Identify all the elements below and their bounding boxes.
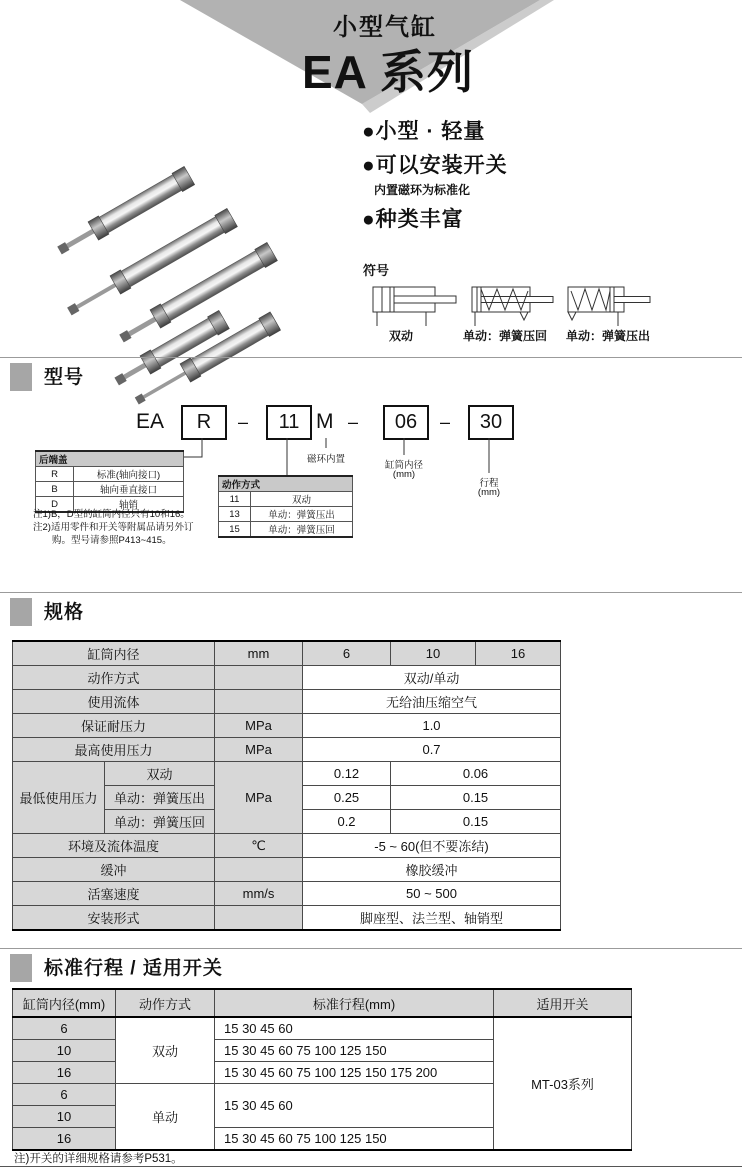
symbol-double-acting (373, 287, 456, 326)
spec-minp-double-label: 双动 (105, 762, 215, 786)
spec-proof-value: 1.0 (303, 714, 561, 738)
action-desc: 单动：弹簧压出 (251, 507, 353, 522)
spec-minp-unit: MPa (215, 762, 303, 834)
action-code: 13 (219, 507, 251, 522)
model-rear-cap-box: R (181, 405, 227, 440)
spec-bore-6: 6 (303, 641, 391, 666)
action-code: 11 (219, 492, 251, 507)
spec-minp-double-v6: 0.12 (303, 762, 391, 786)
table-row (219, 522, 353, 538)
table-row (13, 666, 561, 690)
series-title: EA 系列 (302, 46, 474, 98)
col-header-action: 动作方式 (116, 989, 215, 1017)
model-note-1: 注1)B，D型的缸筒内径只有10和16。 (33, 509, 190, 520)
spec-temp-value: -5 ~ 60(但不要冻结) (303, 834, 561, 858)
spec-cushion-unit (215, 858, 303, 882)
bore-cell: 10 (13, 1040, 116, 1062)
section-marker (10, 954, 32, 982)
model-prefix: EA (136, 410, 165, 433)
spec-fluid-label: 使用流体 (13, 690, 215, 714)
rear-cap-table (35, 450, 184, 513)
spec-minp-singleout-v6: 0.25 (303, 786, 391, 810)
model-note-2: 注2)适用零件和开关等附属品请另外订 (33, 522, 194, 533)
rear-cap-table-title: 后端盖 (36, 451, 184, 467)
model-stroke-box: 30 (468, 405, 514, 440)
rear-cap-code: R (36, 467, 74, 482)
action-mode-table (218, 475, 353, 538)
rear-cap-desc: 轴销 (74, 497, 184, 513)
stroke-cell: 15 30 45 60 75 100 125 150 (215, 1128, 494, 1151)
spec-temp-label: 环境及流体温度 (13, 834, 215, 858)
action-desc: 单动：弹簧压回 (251, 522, 353, 538)
symbol-single-spring-return (472, 287, 553, 326)
symbol-label-spring-return: 单动：弹簧压回 (462, 329, 547, 343)
table-row (13, 762, 561, 786)
series-category: 小型气缸 (333, 14, 437, 41)
spec-mounting-unit (215, 906, 303, 931)
spec-fluid-unit (215, 690, 303, 714)
stroke-cell: 15 30 45 60 75 100 125 150 (215, 1040, 494, 1062)
table-row (13, 641, 561, 666)
spec-maxp-label: 最高使用压力 (13, 738, 215, 762)
rear-cap-code: B (36, 482, 74, 497)
action-desc: 双动 (251, 492, 353, 507)
model-bore-box: 06 (383, 405, 429, 440)
spec-temp-unit: ℃ (215, 834, 303, 858)
spec-proof-unit: MPa (215, 714, 303, 738)
symbol-label-double: 双动 (388, 329, 413, 343)
model-section-title: 型号 (44, 367, 85, 388)
feature-switch-mountable: ●可以安装开关 (362, 154, 508, 177)
col-header-stroke: 标准行程(mm) (215, 989, 494, 1017)
spec-minp-singleout-v10-16: 0.15 (391, 786, 561, 810)
feature-compact-light: ●小型 · 轻量 (362, 120, 486, 143)
pneumatic-symbols-diagram (368, 283, 668, 331)
spec-minp-singleout-label: 单动：弹簧压出 (105, 786, 215, 810)
symbols-heading: 符号 (363, 263, 390, 278)
spec-action-value: 双动/单动 (303, 666, 561, 690)
callout-bore-unit: (mm) (392, 469, 416, 480)
table-row (13, 858, 561, 882)
table-row (13, 1017, 632, 1040)
spec-table (12, 640, 561, 931)
callout-bore: 缸筒内径 (384, 460, 423, 471)
model-action-box: 11 (266, 405, 312, 440)
callout-stroke: 行程 (479, 478, 499, 489)
callout-stroke-unit: (mm) (477, 487, 501, 498)
symbol-label-spring-extend: 单动：弹簧压出 (565, 329, 650, 343)
table-row (219, 507, 353, 522)
model-dash-2: – (348, 412, 359, 432)
rear-cap-desc: 轴向垂直接口 (74, 482, 184, 497)
spec-fluid-value: 无给油压缩空气 (303, 690, 561, 714)
spec-maxp-value: 0.7 (303, 738, 561, 762)
spec-mounting-value: 脚座型、法兰型、轴销型 (303, 906, 561, 931)
feature-variety: ●种类丰富 (362, 208, 464, 231)
action-single-cell: 单动 (116, 1084, 215, 1151)
symbol-single-spring-extend (568, 287, 650, 326)
bore-cell: 16 (13, 1128, 116, 1151)
table-row (13, 882, 561, 906)
model-dash-3: – (440, 412, 451, 432)
spec-minp-double-v10-16: 0.06 (391, 762, 561, 786)
feature-magnet-note: 内置磁环为标准化 (374, 183, 471, 197)
section-marker (10, 598, 32, 626)
bore-cell: 6 (13, 1084, 116, 1106)
spec-speed-unit: mm/s (215, 882, 303, 906)
spec-section-title: 规格 (44, 602, 85, 623)
stroke-cell: 15 30 45 60 75 100 125 150 175 200 (215, 1062, 494, 1084)
spec-maxp-unit: MPa (215, 738, 303, 762)
spec-bore-unit: mm (215, 641, 303, 666)
model-note-2b: 购。型号请参照P413~415。 (52, 535, 172, 546)
spec-speed-value: 50 ~ 500 (303, 882, 561, 906)
model-dash-1: – (238, 412, 249, 432)
bore-cell: 10 (13, 1106, 116, 1128)
action-table-title: 动作方式 (219, 476, 353, 492)
table-row (13, 834, 561, 858)
table-row (36, 467, 184, 482)
action-double-cell: 双动 (116, 1017, 215, 1084)
table-row (13, 906, 561, 931)
spec-mounting-label: 安装形式 (13, 906, 215, 931)
table-row (219, 492, 353, 507)
spec-minp-singleret-v10-16: 0.15 (391, 810, 561, 834)
rear-cap-desc: 标准(轴向接口) (74, 467, 184, 482)
switch-series-cell: MT-03系列 (494, 1017, 632, 1150)
spec-speed-label: 活塞速度 (13, 882, 215, 906)
stroke-switch-table (12, 988, 632, 1151)
spec-bore-10: 10 (391, 641, 476, 666)
table-header-row (13, 989, 632, 1017)
spec-minp-singleret-v6: 0.2 (303, 810, 391, 834)
bore-cell: 6 (13, 1017, 116, 1040)
table-row (13, 714, 561, 738)
spec-cushion-label: 缓冲 (13, 858, 215, 882)
page-bottom-rule (0, 1166, 742, 1167)
table-row (36, 482, 184, 497)
section-rule (0, 948, 742, 949)
spec-cushion-value: 橡胶缓冲 (303, 858, 561, 882)
model-magnet-code: M (316, 410, 334, 433)
action-code: 15 (219, 522, 251, 538)
spec-action-label: 动作方式 (13, 666, 215, 690)
callout-magnet: 磁环内置 (306, 454, 345, 465)
spec-minp-label: 最低使用压力 (13, 762, 105, 834)
table-row (13, 738, 561, 762)
bore-cell: 16 (13, 1062, 116, 1084)
stroke-section-title: 标准行程 / 适用开关 (44, 958, 223, 979)
spec-minp-singleret-label: 单动：弹簧压回 (105, 810, 215, 834)
switch-note: 注)开关的详细规格请参考P531。 (14, 1153, 183, 1165)
col-header-bore: 缸筒内径(mm) (13, 989, 116, 1017)
stroke-cell: 15 30 45 60 (215, 1017, 494, 1040)
spec-bore-label: 缸筒内径 (13, 641, 215, 666)
spec-action-unit (215, 666, 303, 690)
table-row (13, 690, 561, 714)
spec-bore-16: 16 (476, 641, 561, 666)
stroke-cell: 15 30 45 60 (215, 1084, 494, 1128)
section-rule (0, 592, 742, 593)
rear-cap-code: D (36, 497, 74, 513)
col-header-switch: 适用开关 (494, 989, 632, 1017)
spec-proof-label: 保证耐压力 (13, 714, 215, 738)
